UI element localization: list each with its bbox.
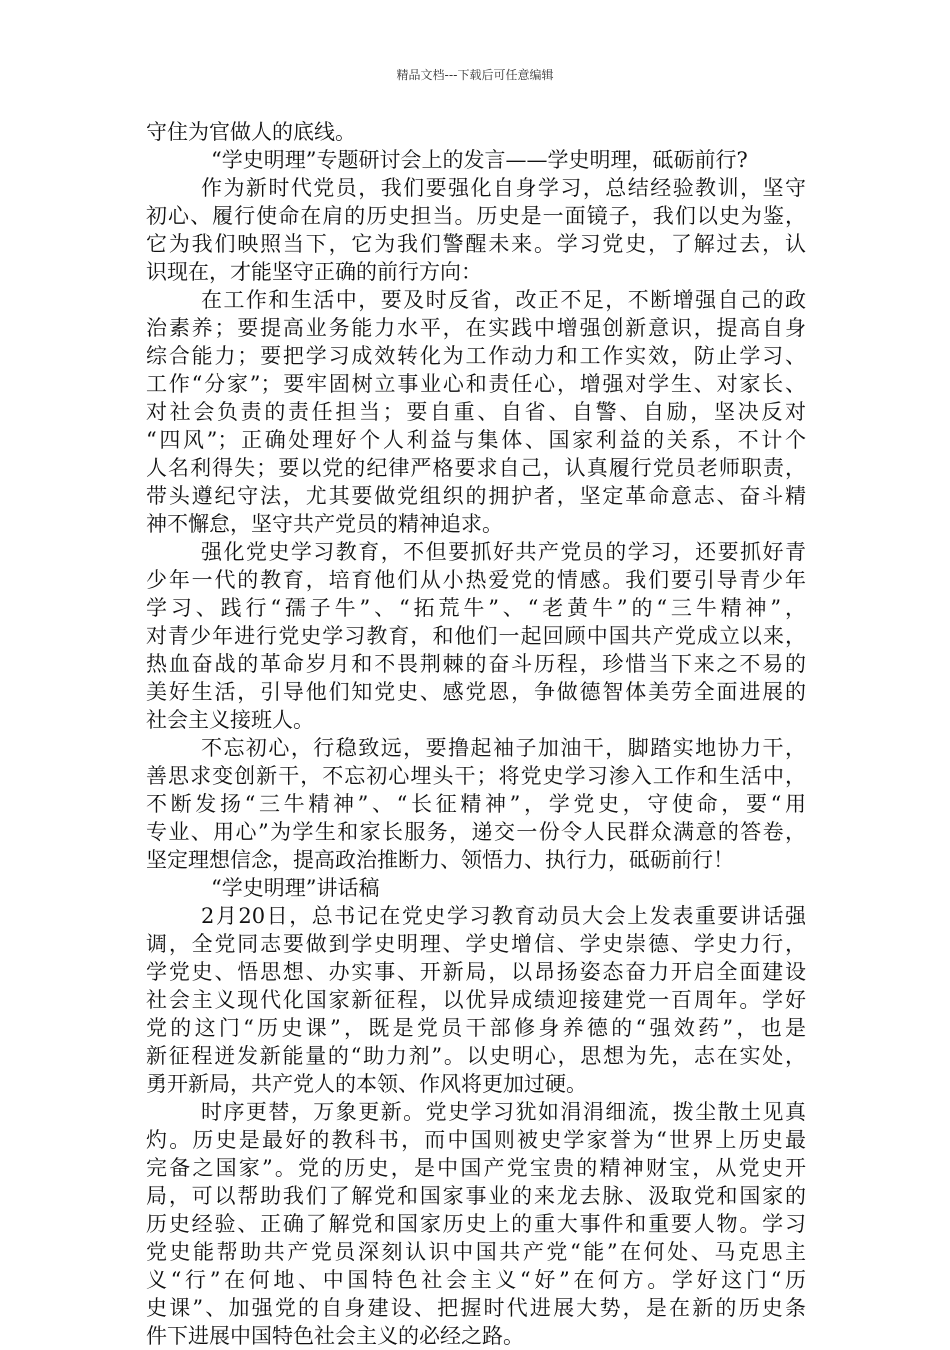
text-line: 党史能帮助共产党员深刻认识中国共产党“能”在何处、马克思主 [146, 1240, 806, 1264]
text-line: 初心、履行使命在肩的历史担当。历史是一面镜子，我们以史为鉴， [146, 204, 806, 228]
text-line: “学史明理”讲话稿 [211, 876, 380, 900]
text-line: 学党史、悟思想、办实事、开新局，以昂扬姿态奋力开启全面建设 [146, 960, 806, 984]
text-line: 新征程迸发新能量的“助力剂”。以史明心，思想为先，志在实处， [146, 1044, 806, 1068]
text-line: 识现在，才能坚守正确的前行方向： [146, 260, 482, 284]
text-line: 局，可以帮助我们了解党和国家事业的来龙去脉、汲取党和国家的 [146, 1184, 806, 1208]
text-line: 少年一代的教育，培育他们从小热爱党的情感。我们要引导青少年 [146, 568, 806, 592]
text-line: 热血奋战的革命岁月和不畏荆棘的奋斗历程，珍惜当下来之不易的 [146, 652, 806, 676]
text-line: 美好生活，引导他们知党史、感党恩，争做德智体美劳全面进展的 [146, 680, 806, 704]
text-line: 带头遵纪守法，尤其要做党组织的拥护者，坚定革命意志、奋斗精 [146, 484, 806, 508]
text-line: 完备之国家”。党的历史，是中国产党宝贵的精神财宝，从党史开 [146, 1156, 806, 1180]
text-line: 件下进展中国特色社会主义的必经之路。 [146, 1324, 524, 1348]
text-line: 善思求变创新干，不忘初心埋头干；将党史学习渗入工作和生活中， [146, 764, 806, 788]
text-line: 2月20日，总书记在党史学习教育动员大会上发表重要讲话强 [201, 904, 806, 928]
text-line: 综合能力；要把学习成效转化为工作动力和工作实效，防止学习、 [146, 344, 806, 368]
text-line: 神不懈怠，坚守共产党员的精神追求。 [146, 512, 503, 536]
text-line: 时序更替，万象更新。党史学习犹如涓涓细流，拨尘散土见真 [201, 1100, 806, 1124]
text-line: 义“行”在何地、中国特色社会主义“好”在何方。学好这门“历 [146, 1268, 806, 1292]
text-line: 社会主义现代化国家新征程，以优异成绩迎接建党一百周年。学好 [146, 988, 806, 1012]
text-line: 学习、践行“孺子牛”、“拓荒牛”、“老黄牛”的“三牛精神”， [146, 596, 806, 620]
text-line: 人名利得失；要以党的纪律严格要求自己，认真履行党员老师职责， [146, 456, 806, 480]
page-header: 精品文档---下载后可任意编辑 [396, 68, 554, 82]
text-line: 灼。历史是最好的教科书，而中国则被史学家誉为“世界上历史最 [146, 1128, 806, 1152]
text-line: 不断发扬“三牛精神”、“长征精神”，学党史，守使命，要“用 [146, 792, 806, 816]
text-line: 它为我们映照当下，它为我们警醒未来。学习党史，了解过去，认 [146, 232, 806, 256]
text-line: 在工作和生活中，要及时反省，改正不足，不断增强自己的政 [201, 288, 806, 312]
text-line: 调，全党同志要做到学史明理、学史增信、学史崇德、学史力行， [146, 932, 806, 956]
document-body [146, 118, 806, 1350]
text-line: 守住为官做人的底线。 [146, 120, 356, 144]
text-line: 对社会负责的责任担当；要自重、自省、自警、自励，坚决反对 [146, 400, 806, 424]
text-line: “四风”；正确处理好个人利益与集体、国家利益的关系，不计个 [146, 428, 806, 452]
text-line: 强化党史学习教育，不但要抓好共产党员的学习，还要抓好青 [201, 540, 806, 564]
text-line: 社会主义接班人。 [146, 708, 314, 732]
text-line: “学史明理”专题研讨会上的发言——学史明理，砥砺前行? [211, 148, 748, 172]
text-line: 作为新时代党员，我们要强化自身学习，总结经验教训，坚守 [201, 176, 806, 200]
text-line: 坚定理想信念，提高政治推断力、领悟力、执行力，砥砺前行！ [146, 848, 734, 872]
text-line: 历史经验、正确了解党和国家历史上的重大事件和重要人物。学习 [146, 1212, 806, 1236]
text-line: 勇开新局，共产党人的本领、作风将更加过硬。 [146, 1072, 587, 1096]
text-line: 不忘初心，行稳致远，要撸起袖子加油干，脚踏实地协力干， [201, 736, 806, 760]
text-line: 对青少年进行党史学习教育，和他们一起回顾中国共产党成立以来， [146, 624, 806, 648]
text-line: 专业、用心”为学生和家长服务，递交一份令人民群众满意的答卷， [146, 820, 806, 844]
text-line: 史课”、加强党的自身建设、把握时代进展大势，是在新的历史条 [146, 1296, 806, 1320]
text-line: 工作“分家”；要牢固树立事业心和责任心，增强对学生、对家长、 [146, 372, 806, 396]
text-line: 党的这门“历史课”，既是党员干部修身养德的“强效药”，也是 [146, 1016, 806, 1040]
text-line: 治素养；要提高业务能力水平，在实践中增强创新意识，提高自身 [146, 316, 806, 340]
